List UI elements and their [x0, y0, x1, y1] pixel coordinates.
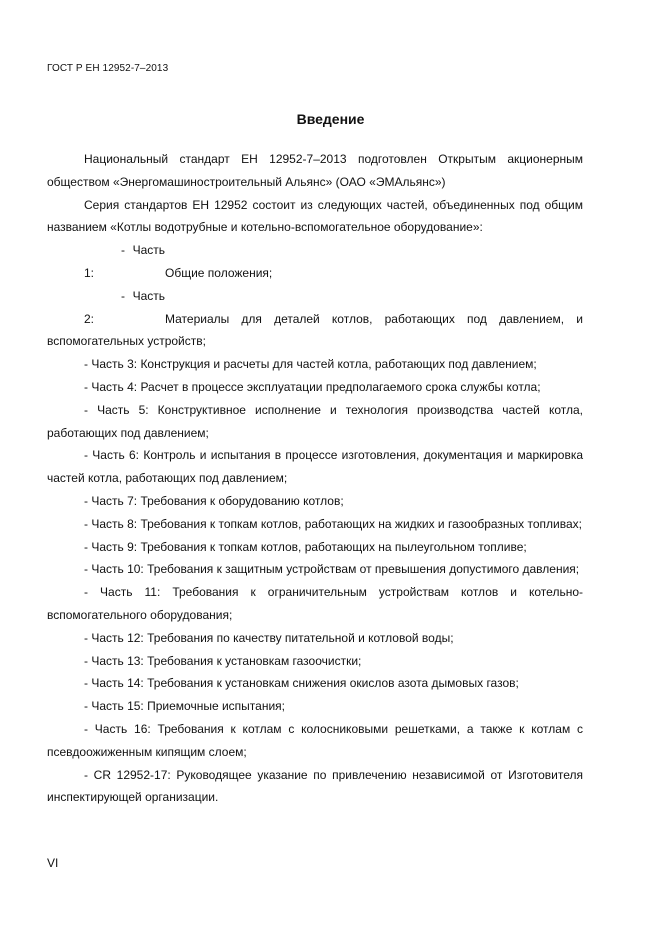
list-item-label: - Часть 12:: [84, 630, 144, 645]
list-item-text: Общие положения;: [165, 265, 273, 280]
list-item-label: - Часть 2:: [84, 288, 165, 326]
page-number: VI: [47, 856, 59, 870]
list-item-part-16: [47, 718, 583, 764]
document-code-header: ГОСТ Р ЕН 12952-7–2013: [47, 63, 169, 74]
list-item-text: Приемочные испытания;: [147, 699, 285, 714]
list-item-text: Требования к установкам снижения окислов азота дымовых газов;: [147, 676, 519, 691]
list-item-text: Требования к топкам котлов, работающих на жидких и газообразных топливах;: [140, 516, 582, 531]
section-title: Введение: [296, 111, 365, 127]
list-item-part-7: [47, 490, 583, 513]
list-item-text: Руководящее указание по привлечению независимой от Изготовителя инспектирующей организации.: [47, 767, 583, 805]
list-item-part-3: [47, 353, 583, 376]
list-item-part-9: [47, 536, 583, 559]
list-item-label: - Часть 9:: [84, 539, 138, 554]
list-item-label: - Часть 1:: [84, 243, 165, 280]
list-item-label: - Часть 6:: [84, 448, 140, 463]
list-item-part-1: [47, 239, 583, 285]
list-item-text: Конструктивное исполнение и технология производства частей котла, работающих под давлением;: [47, 402, 583, 440]
list-item-part-14: [47, 672, 583, 695]
body-text: [47, 148, 583, 809]
list-item-part-10: [47, 558, 583, 581]
list-item-label: - Часть 14:: [84, 676, 144, 691]
list-item-label: - Часть 15:: [84, 699, 144, 714]
list-item-label: - Часть 8:: [84, 516, 138, 531]
list-item-text: Материалы для деталей котлов, работающих под давлением, и вспомогательных устройств;: [47, 311, 583, 349]
list-item-label: - Часть 4:: [84, 379, 138, 394]
list-item-label: - Часть 11:: [84, 585, 161, 600]
list-item-part-12: [47, 627, 583, 650]
list-item-label: - Часть 3:: [84, 357, 138, 372]
list-item-part-13: [47, 650, 583, 673]
intro-paragraph-2: Серия стандартов ЕН 12952 состоит из следующих частей, объединенных под общим названием «Котлы водотрубные и котельно-вспомогательное оборудование»:: [47, 197, 583, 235]
list-item-part-5: [47, 399, 583, 445]
list-item-label: - Часть 13:: [84, 653, 144, 668]
list-item-text: Требования к установкам газоочистки;: [147, 653, 362, 668]
list-item-part-4: [47, 376, 583, 399]
list-item-text: Требования к защитным устройствам от превышения допустимого давления;: [147, 562, 580, 577]
list-item-label: - Часть 16:: [84, 721, 151, 736]
list-item-text: Требования к ограничительным устройствам котлов и котельно-вспомогательного оборудования;: [47, 585, 583, 622]
list-item-text: Контроль и испытания в процессе изготовления, документация и маркировка частей котла, работающих под давлением;: [47, 448, 584, 486]
intro-paragraph-1: Национальный стандарт ЕН 12952-7–2013 подготовлен Открытым акционерным обществом «Энергомашиностроительный Альянс» (ОАО «ЭМАльянс»): [47, 152, 583, 189]
list-item-text: Расчет в процессе эксплуатации предполагаемого срока службы котла;: [140, 379, 541, 394]
list-item-part-8: [47, 513, 583, 536]
list-item-part-6: [47, 444, 583, 490]
list-item-part-15: [47, 695, 583, 718]
list-item-text: Требования к котлам с колосниковыми решетками, а также к котлам с псевдоожиженным кипящим слоем;: [47, 721, 583, 759]
list-item-part-11: [47, 581, 583, 627]
list-item-text: Требования по качеству питательной и котловой воды;: [147, 630, 454, 645]
list-item-label: - CR 12952-17:: [84, 767, 171, 782]
list-item-text: Требования к топкам котлов, работающих на пылеугольном топливе;: [140, 539, 527, 554]
list-item-label: - Часть 7:: [84, 493, 138, 508]
list-item-part-2: [47, 285, 583, 353]
list-item-text: Конструкция и расчеты для частей котла, работающих под давлением;: [140, 357, 537, 372]
list-item-text: Требования к оборудованию котлов;: [140, 493, 344, 508]
list-item-label: - Часть 10:: [84, 562, 144, 577]
list-item-label: - Часть 5:: [84, 402, 149, 417]
list-item-cr-17: [47, 764, 583, 810]
